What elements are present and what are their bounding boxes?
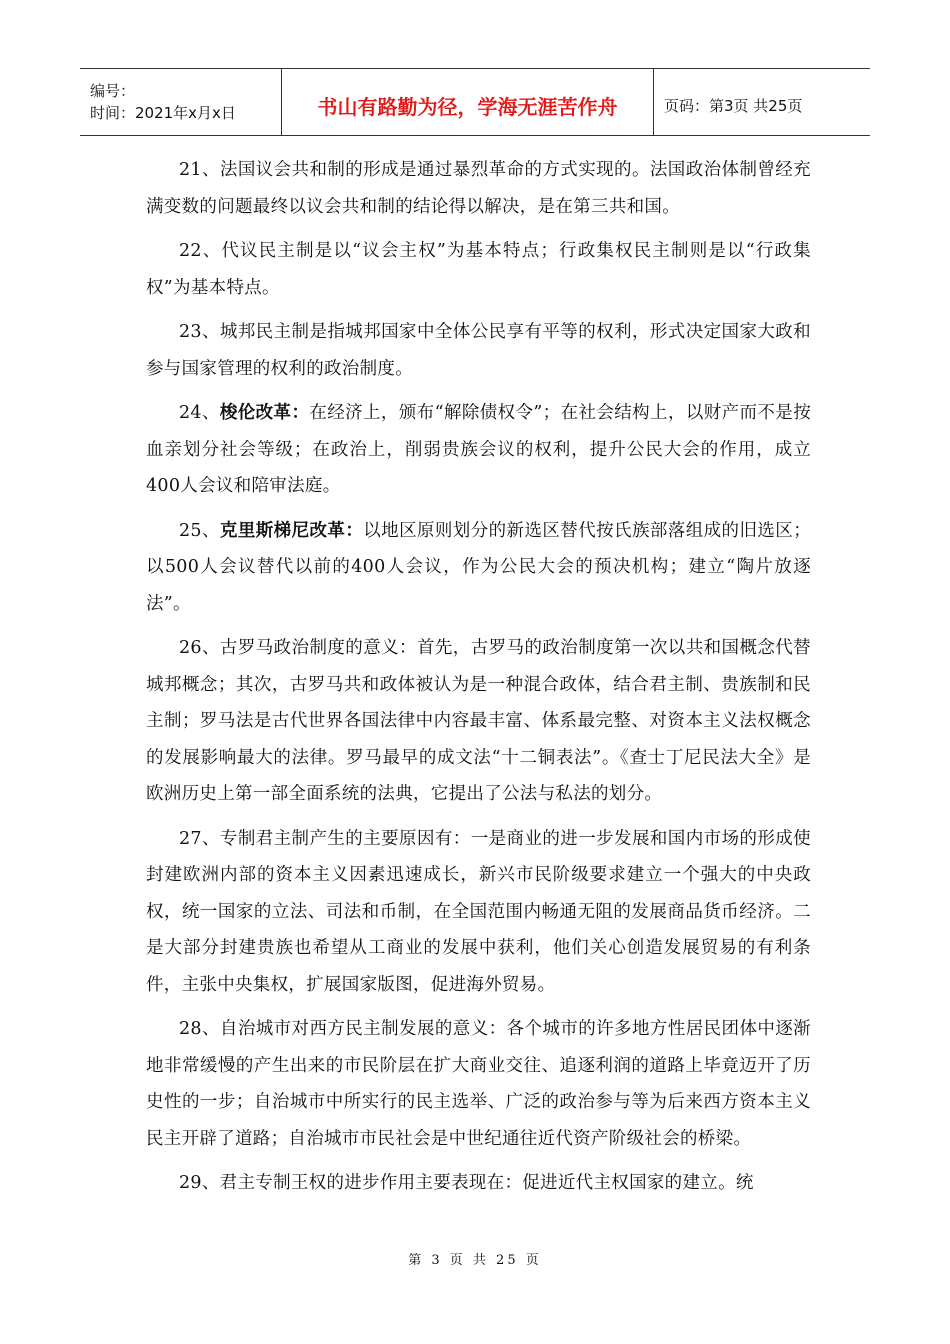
header-meta [80, 69, 282, 135]
paragraph-24: 24、梭伦改革：在经济上，颁布“解除债权令”；在社会结构上，以财产而不是按血亲划分社会等级；在政治上，削弱贵族会议的权利，提升公民大会的作用，成立400人会议和陪审法庭。 [146, 403, 812, 496]
term-cleisthenes-reform: 克里斯梯尼改革： [219, 520, 364, 541]
term-solon-reform: 梭伦改革： [219, 403, 310, 423]
page-header [80, 68, 870, 136]
number-label: 编号： [90, 82, 136, 100]
header-page-info [654, 69, 870, 135]
paragraph-26: 26、古罗马政治制度的意义：首先，古罗马的政治制度第一次以共和国概念代替城邦概念；其次，古罗马共和政体被认为是一种混合政体，结合君主制、贵族制和民主制；罗马法是古代世界各国法律中内容最丰富、体系最完整、对资本主义法权概念的发展影响最大的法律。罗马最早的成文法“十二铜表法”。《查士丁尼民法大全》是欧洲历史上第一部全面系统的法典，它提出了公法与私法的划分。 [146, 638, 811, 804]
motto-text: 书山有路勤为径，学海无涯苦作舟 [317, 94, 618, 119]
time-label: 时间：2021年x月x日 [90, 104, 236, 122]
header-motto [282, 69, 654, 135]
paragraph-23: 23、城邦民主制是指城邦国家中全体公民享有平等的权利，形式决定国家大政和参与国家管理的权利的政治制度。 [146, 322, 811, 379]
paragraph-22: 22、代议民主制是以“议会主权”为基本特点；行政集权民主制则是以“行政集权”为基本特点。 [146, 241, 811, 298]
paragraph-28: 28、自治城市对西方民主制发展的意义：各个城市的许多地方性居民团体中逐渐地非常缓慢的产生出来的市民阶层在扩大商业交往、追逐利润的道路上毕竟迈开了历史性的一步；自治城市中所实行的民主选举、广泛的政治参与等为后来西方资本主义民主开辟了道路；自治城市市民社会是中世纪通往近代资产阶级社会的桥梁。 [146, 1019, 811, 1149]
paragraph-21: 21、法国议会共和制的形成是通过暴烈革命的方式实现的。法国政治体制曾经充满变数的问题最终以议会共和制的结论得以解决，是在第三共和国。 [146, 160, 811, 217]
paragraph-25: 25、克里斯梯尼改革：以地区原则划分的新选区替代按氏族部落组成的旧选区；以500人会议替代以前的400人会议，作为公民大会的预决机构；建立“陶片放逐法”。 [146, 520, 812, 614]
page-info-text: 页码：第3页 共25页 [664, 96, 803, 115]
paragraph-29: 29、君主专制王权的进步作用主要表现在：促进近代主权国家的建立。统 [179, 1173, 754, 1193]
page-footer: 第 3 页 共 25 页 [408, 1253, 542, 1268]
document-body [146, 152, 811, 1210]
paragraph-27: 27、专制君主制产生的主要原因有：一是商业的进一步发展和国内市场的形成使封建欧洲内部的资本主义因素迅速成长，新兴市民阶级要求建立一个强大的中央政权，统一国家的立法、司法和币制，在全国范围内畅通无阻的发展商品货币经济。二是大部分封建贵族也希望从工商业的发展中获利，他们关心创造发展贸易的有利条件，主张中央集权，扩展国家版图，促进海外贸易。 [146, 828, 811, 995]
